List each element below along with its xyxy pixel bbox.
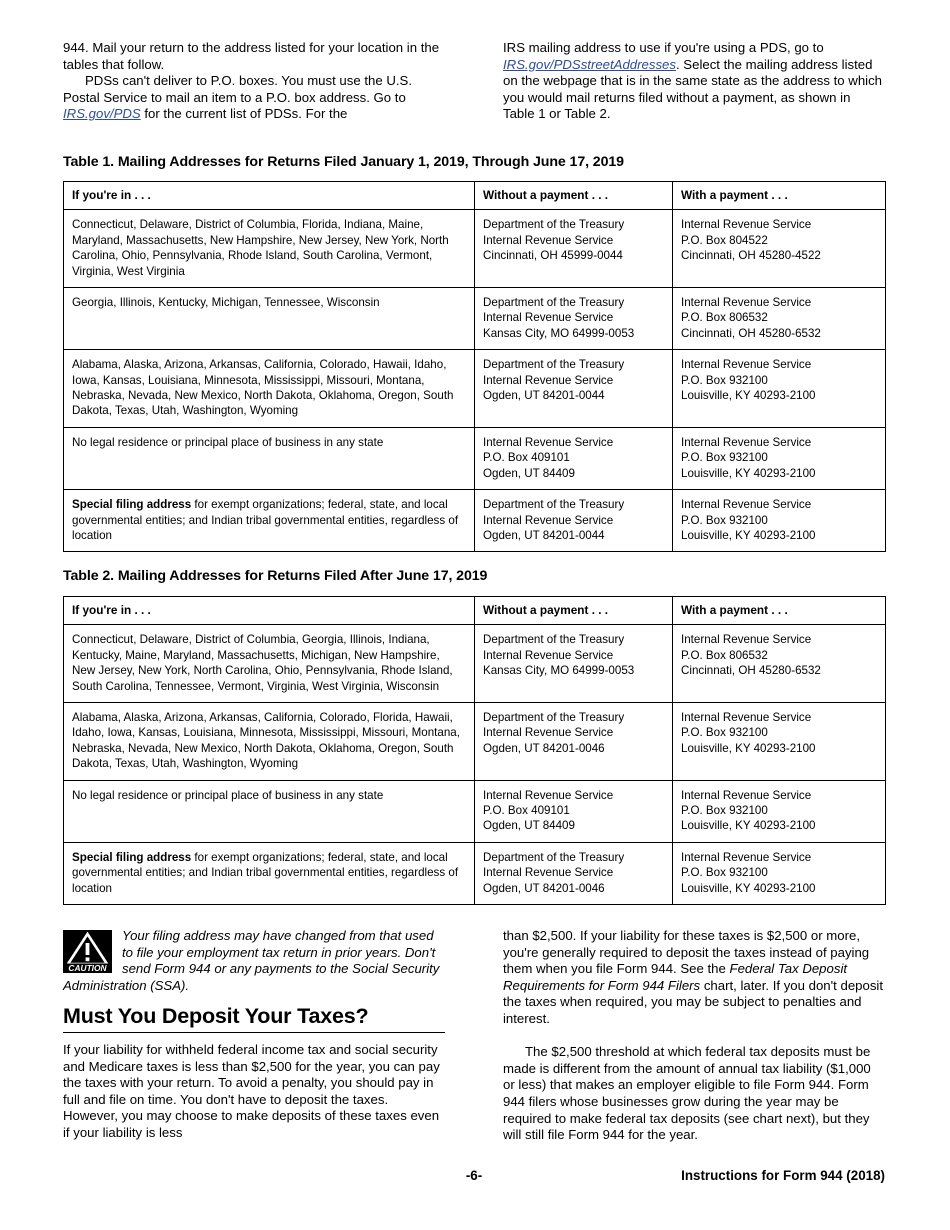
special-filing-address-label: Special filing address	[72, 498, 192, 512]
section-body-paragraph: If your liability for withheld federal income tax and social security and Medicare taxes is less than $2,500 for the year, you can pay the taxes with your return. To avoid a penalty, you should pay in full and file on time. You don't have to deposit the taxes. However, you may choose to make deposits of these taxes even if your liability is less	[63, 1042, 440, 1140]
table-row	[64, 842, 886, 904]
address-line: Ogden, UT 84409	[483, 466, 575, 480]
address-line: Department of the Treasury	[483, 850, 625, 864]
right-paragraph-1-text-b: chart, later. If you don't deposit the taxes when required, you may be subject to penalties and interest.	[503, 977, 884, 1026]
table-1	[63, 181, 886, 552]
heading-rule	[63, 1032, 445, 1033]
table-2-row-0-without	[475, 625, 673, 703]
address-line: Louisville, KY 40293-2100	[681, 528, 816, 542]
address-line: Louisville, KY 40293-2100	[681, 819, 816, 833]
address-line: Cincinnati, OH 45280-4522	[681, 249, 821, 263]
table-1-row-3-location: No legal residence or principal place of business in any state	[64, 427, 475, 489]
irs-gov-pds-street-addresses-link[interactable]: IRS.gov/PDSstreetAddresses	[503, 56, 676, 72]
chart-reference-title: Federal Tax Deposit Requirements for Form 944 Filers	[503, 961, 848, 993]
table-1-row-4-without	[475, 490, 673, 552]
table-2-row-1-location: Alabama, Alaska, Arizona, Arkansas, California, Colorado, Florida, Hawaii, Idaho, Iowa, Kansas, Louisiana, Minnesota, Mississippi, Missouri, Montana, Nebraska, Nevada, New Mexico, North Dakota, Oklahoma, Oregon, South Dakota, Texas, Utah, Washington, Wyoming	[64, 703, 475, 781]
intro-paragraph-3-text-b: . Select the mailing address listed on the webpage that is in the same state as the address to which you would mail returns filed without a payment, as shown in Table 1 or Table 2.	[503, 56, 883, 122]
table-2-header-without-payment: Without a payment . . .	[475, 597, 673, 625]
table-row	[64, 350, 886, 428]
intro-columns	[63, 40, 885, 123]
address-line: Cincinnati, OH 45999-0044	[483, 249, 623, 263]
address-line: P.O. Box 409101	[483, 804, 570, 818]
table-1-row-4-with	[673, 490, 886, 552]
address-line: Internal Revenue Service	[681, 711, 812, 725]
caution-icon	[63, 930, 112, 973]
address-line: Internal Revenue Service	[483, 648, 614, 662]
svg-text:CAUTION: CAUTION	[68, 963, 107, 973]
table-2-row-2-with	[673, 780, 886, 842]
address-line: Department of the Treasury	[483, 498, 625, 512]
address-line: Department of the Treasury	[483, 218, 625, 232]
right-paragraph-2: The $2,500 threshold at which federal tax deposits must be made is different from the amount of annual tax liability ($1,000 or less) that makes an employer eligible to file Form 944. Form 944 filers whose businesses grow during the year may be required to make federal tax deposits (see chart next), but they will still file Form 944 for the year.	[503, 1044, 871, 1143]
address-line: Louisville, KY 40293-2100	[681, 466, 816, 480]
address-line: Internal Revenue Service	[681, 498, 812, 512]
table-1-row-3-with	[673, 427, 886, 489]
table-2-row-3-location	[64, 842, 475, 904]
address-line: Ogden, UT 84201-0046	[483, 741, 605, 755]
address-line: P.O. Box 932100	[681, 726, 768, 740]
intro-paragraph-1	[63, 40, 445, 73]
table-2-row-0-location: Connecticut, Delaware, District of Columbia, Georgia, Illinois, Indiana, Kentucky, Maine, Maryland, Massachusetts, Michigan, New Hampshire, New Jersey, New York, North Carolina, Ohio, Pennsylvania, Rhode Island, South Carolina, Tennessee, Vermont, Virginia, West Virginia, Wisconsin	[64, 625, 475, 703]
table-row	[64, 780, 886, 842]
address-line: Ogden, UT 84201-0044	[483, 528, 605, 542]
address-line: P.O. Box 932100	[681, 513, 768, 527]
table-2-title: Table 2. Mailing Addresses for Returns Filed After June 17, 2019	[63, 568, 488, 584]
table-2-header-row	[64, 597, 886, 625]
right-paragraph-1-text-a: than $2,500. If your liability for these taxes is $2,500 or more, you're generally required to deposit the taxes instead of paying them when you file Form 944. See the	[503, 928, 870, 977]
section-heading: Must You Deposit Your Taxes?	[63, 1004, 369, 1028]
address-line: Louisville, KY 40293-2100	[681, 881, 816, 895]
address-line: Internal Revenue Service	[483, 726, 614, 740]
table-row	[64, 703, 886, 781]
footer-document-title: Instructions for Form 944 (2018)	[681, 1168, 885, 1183]
irs-gov-pds-link[interactable]: IRS.gov/PDS	[63, 106, 141, 122]
table-1-header-row	[64, 182, 886, 210]
table-row	[64, 490, 886, 552]
address-line: P.O. Box 804522	[681, 233, 768, 247]
address-line: Department of the Treasury	[483, 296, 625, 310]
address-line: Internal Revenue Service	[483, 866, 614, 880]
table-2-row-2-without	[475, 780, 673, 842]
address-line: P.O. Box 806532	[681, 311, 768, 325]
address-line: Ogden, UT 84409	[483, 819, 575, 833]
table-1-row-1-location: Georgia, Illinois, Kentucky, Michigan, Tennessee, Wisconsin	[64, 288, 475, 350]
intro-paragraph-3-text-a: IRS mailing address to use if you're using a PDS, go to	[503, 40, 824, 55]
table-1-row-1-with	[673, 288, 886, 350]
table-2-row-2-location: No legal residence or principal place of business in any state	[64, 780, 475, 842]
address-line: Internal Revenue Service	[681, 358, 812, 372]
table-2	[63, 596, 886, 905]
address-line: Department of the Treasury	[483, 633, 625, 647]
address-line: Ogden, UT 84201-0046	[483, 881, 605, 895]
table-1-row-2-without	[475, 350, 673, 428]
address-line: Department of the Treasury	[483, 711, 625, 725]
address-line: Ogden, UT 84201-0044	[483, 389, 605, 403]
intro-paragraph-1-text: 944. Mail your return to the address listed for your location in the tables that follow.	[63, 40, 440, 72]
intro-paragraph-3	[503, 40, 885, 123]
address-line: Department of the Treasury	[483, 358, 625, 372]
address-line: Internal Revenue Service	[681, 296, 812, 310]
table-1-row-0-without	[475, 210, 673, 288]
table-1-row-3-without	[475, 427, 673, 489]
table-2-row-0-with	[673, 625, 886, 703]
address-line: Internal Revenue Service	[483, 435, 614, 449]
address-line: Cincinnati, OH 45280-6532	[681, 664, 821, 678]
intro-paragraph-2-text-a: PDSs can't deliver to P.O. boxes. You must use the U.S. Postal Service to mail an item to a P.O. box address. Go to	[63, 73, 413, 105]
address-line: P.O. Box 806532	[681, 648, 768, 662]
intro-paragraph-2	[63, 73, 445, 123]
table-1-row-2-with	[673, 350, 886, 428]
special-filing-address-text: for exempt organizations; federal, state, and local governmental entities; and Indian tribal governmental entities, regardless of location	[72, 850, 459, 895]
intro-left-column	[63, 40, 445, 123]
table-row	[64, 427, 886, 489]
table-1-row-2-location: Alabama, Alaska, Arizona, Arkansas, California, Colorado, Hawaii, Idaho, Iowa, Kansas, Louisiana, Minnesota, Mississippi, Missouri, Montana, Nebraska, Nevada, New Mexico, North Dakota, Oklahoma, Oregon, South Dakota, Texas, Utah, Washington, Wyoming	[64, 350, 475, 428]
address-line: Internal Revenue Service	[681, 435, 812, 449]
table-2-row-1-with	[673, 703, 886, 781]
table-2-row-3-with	[673, 842, 886, 904]
address-line: Internal Revenue Service	[681, 788, 812, 802]
table-1-header-with-payment: With a payment . . .	[673, 182, 886, 210]
address-line: P.O. Box 932100	[681, 373, 768, 387]
special-filing-address-text: for exempt organizations; federal, state, and local governmental entities; and Indian tribal governmental entities, regardless of location	[72, 498, 459, 542]
table-row	[64, 625, 886, 703]
caution-text: Your filing address may have changed from that used to file your employment tax return in prior years. Don't send Form 944 or any payments to the Social Security Administration (SSA).	[63, 928, 440, 993]
address-line: Louisville, KY 40293-2100	[681, 741, 816, 755]
address-line: P.O. Box 932100	[681, 451, 768, 465]
right-paragraph-1	[503, 928, 885, 1028]
table-1-row-0-location: Connecticut, Delaware, District of Columbia, Florida, Indiana, Maine, Maryland, Massachusetts, New Hampshire, New Jersey, New York, North Carolina, Ohio, Pennsylvania, Rhode Island, South Carolina, Vermont, Virginia, West Virginia	[64, 210, 475, 288]
intro-paragraph-2-text-b: for the current list of PDSs. For the	[140, 106, 348, 122]
section-block	[63, 1004, 445, 1142]
table-1-header-location: If you're in . . .	[64, 182, 475, 210]
table-1-row-1-without	[475, 288, 673, 350]
address-line: Internal Revenue Service	[681, 850, 812, 864]
table-row	[64, 288, 886, 350]
address-line: P.O. Box 932100	[681, 804, 768, 818]
table-2-row-1-without	[475, 703, 673, 781]
special-filing-address-label: Special filing address	[72, 850, 192, 864]
address-line: Kansas City, MO 64999-0053	[483, 326, 635, 340]
caution-note	[63, 928, 445, 994]
table-2-header-with-payment: With a payment . . .	[673, 597, 886, 625]
address-line: Cincinnati, OH 45280-6532	[681, 326, 821, 340]
right-bottom-column	[503, 928, 885, 1144]
address-line: Internal Revenue Service	[681, 218, 812, 232]
address-line: Internal Revenue Service	[483, 233, 614, 247]
address-line: P.O. Box 932100	[681, 866, 768, 880]
table-1-row-0-with	[673, 210, 886, 288]
address-line: Internal Revenue Service	[483, 373, 614, 387]
address-line: Kansas City, MO 64999-0053	[483, 664, 635, 678]
table-1-header-without-payment: Without a payment . . .	[475, 182, 673, 210]
address-line: Internal Revenue Service	[483, 311, 614, 325]
page-number: -6-	[465, 1168, 483, 1183]
table-1-row-4-location	[64, 490, 475, 552]
table-1-title: Table 1. Mailing Addresses for Returns Filed January 1, 2019, Through June 17, 2019	[63, 154, 624, 170]
table-row	[64, 210, 886, 288]
address-line: P.O. Box 409101	[483, 451, 570, 465]
table-2-row-3-without	[475, 842, 673, 904]
table-2-header-location: If you're in . . .	[64, 597, 475, 625]
address-line: Louisville, KY 40293-2100	[681, 389, 816, 403]
address-line: Internal Revenue Service	[483, 513, 614, 527]
intro-right-column	[503, 40, 885, 123]
address-line: Internal Revenue Service	[681, 633, 812, 647]
address-line: Internal Revenue Service	[483, 788, 614, 802]
